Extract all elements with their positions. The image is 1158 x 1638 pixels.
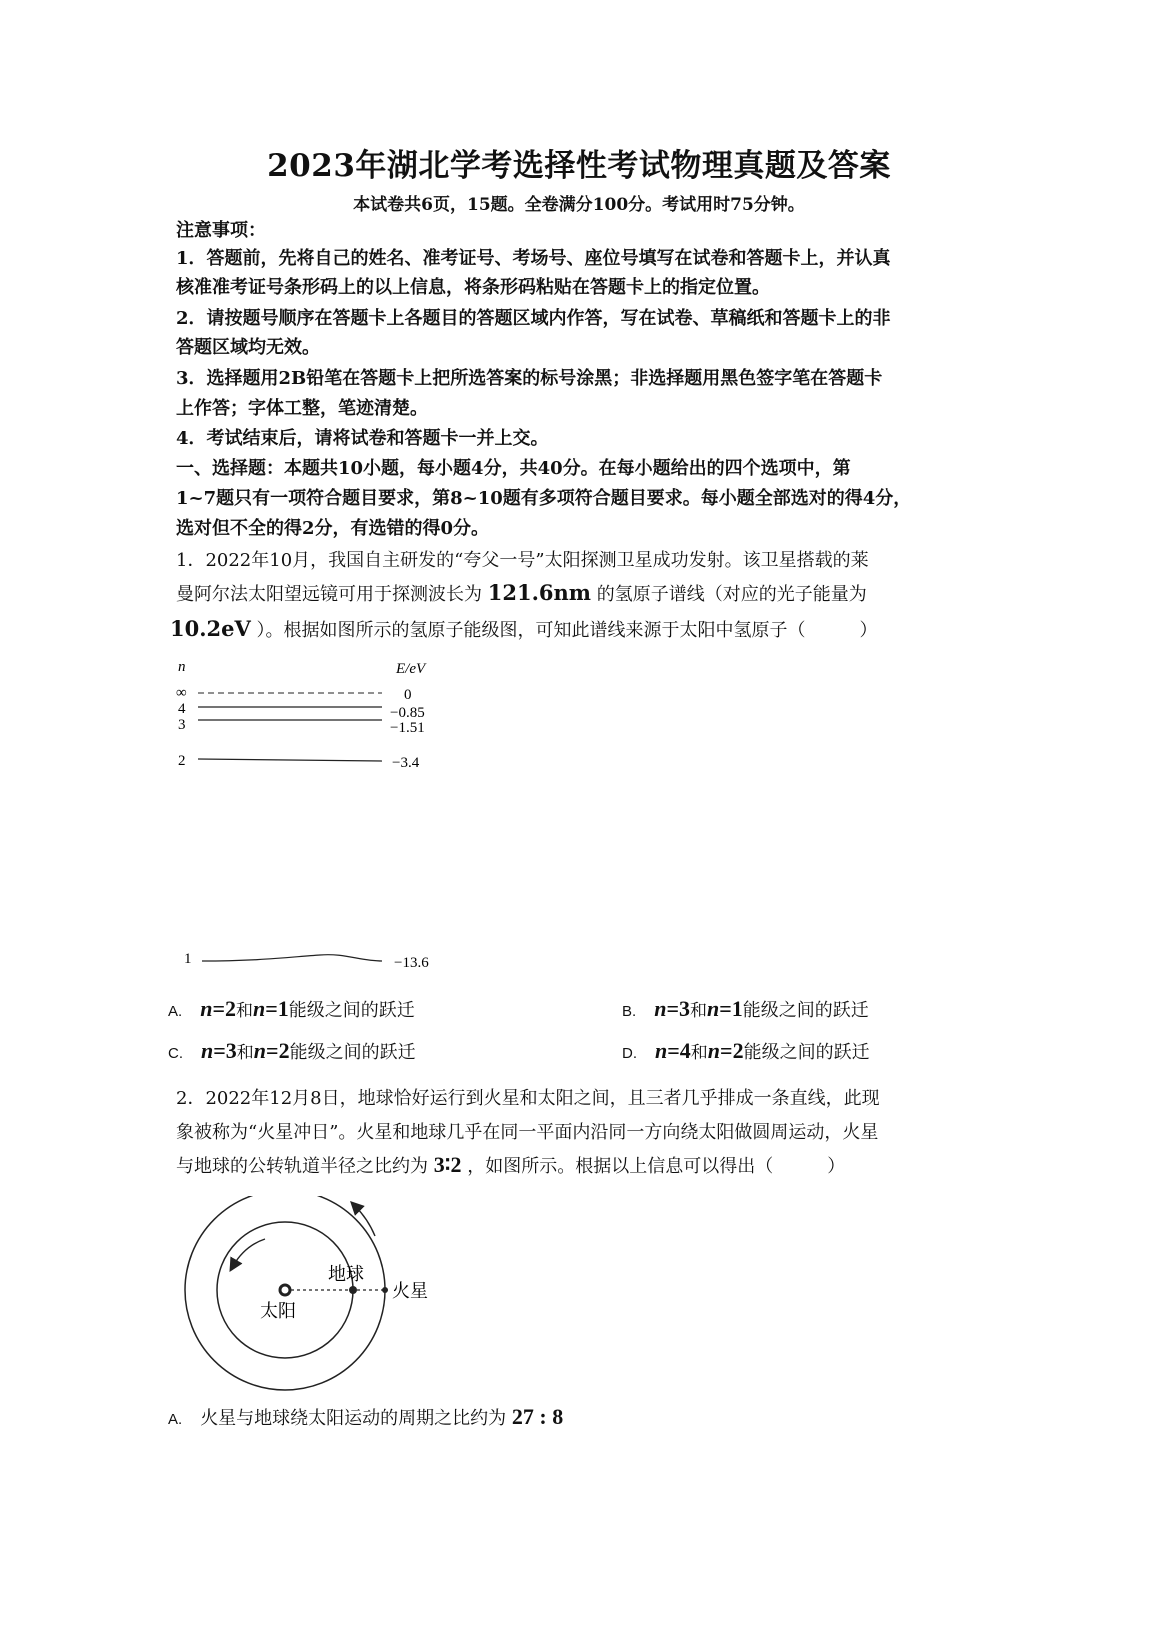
- option-and: 和: [236, 1043, 254, 1063]
- option-var: n: [200, 996, 213, 1021]
- level-n-label: 1: [184, 951, 192, 967]
- option-text: 能级之间的跃迁: [743, 1042, 870, 1063]
- sun: [280, 1285, 290, 1295]
- level-e-label: −0.85: [390, 705, 425, 721]
- notice-line: 4．考试结束后，请将试卷和答题卡一并上交。: [176, 428, 549, 449]
- notice-line: 上作答；字体工整，笔迹清楚。: [176, 398, 428, 419]
- option-text: 能级之间的跃迁: [742, 1000, 869, 1021]
- q2-option-a[interactable]: [168, 1404, 563, 1430]
- n-axis-label: n: [178, 659, 186, 675]
- option-var: n: [253, 1038, 267, 1063]
- mars-label: 火星: [392, 1281, 428, 1301]
- q1-line1: 1．2022年10月，我国自主研发的“夸父一号”太阳探测卫星成功发射。该卫星搭载的莱: [176, 550, 869, 571]
- e-axis-label: E/eV: [396, 661, 426, 677]
- option-value: 3: [678, 996, 690, 1021]
- option-value: 1: [731, 996, 743, 1021]
- q2-line3-post: ，如图所示。根据以上信息可以得出（ ）: [467, 1156, 846, 1177]
- section-line: 选对但不全的得2分，有选错的得0分。: [176, 518, 490, 539]
- level-line-1: [202, 955, 382, 961]
- q1-energy: 10.2eV: [170, 616, 251, 641]
- q1-wavelength: 121.6nm: [487, 580, 591, 605]
- mars: [382, 1287, 388, 1293]
- option-letter: B.: [622, 1003, 637, 1020]
- level-n-label: 2: [178, 753, 186, 769]
- option-eq: =: [720, 1038, 733, 1063]
- option-letter: C.: [168, 1045, 183, 1062]
- level-e-label: −13.6: [394, 955, 429, 971]
- section-line: 一、选择题：本题共10小题，每小题4分，共40分。在每小题给出的四个选项中，第: [176, 458, 851, 479]
- option-and: 和: [690, 1043, 708, 1063]
- option-letter: D.: [622, 1045, 637, 1062]
- page-title: 2023年湖北学考选择性考试物理真题及答案: [267, 148, 891, 184]
- option-eq: =: [265, 996, 278, 1021]
- option-var: n: [654, 996, 667, 1021]
- option-eq: =: [213, 1038, 226, 1063]
- page-subtitle: 本试卷共6页，15题。全卷满分100分。考试用时75分钟。: [353, 195, 805, 215]
- option-and: 和: [235, 1001, 253, 1021]
- q2-line3: [176, 1152, 845, 1178]
- q2-ratio: 3∶2: [433, 1152, 462, 1177]
- option-var: n: [707, 1038, 721, 1063]
- q1-line2: [176, 580, 867, 606]
- option-text: 能级之间的跃迁: [289, 1042, 416, 1063]
- q1-line2-pre: 曼阿尔法太阳望远镜可用于探测波长为: [176, 584, 482, 605]
- earth: [349, 1286, 357, 1294]
- option-value: 2: [278, 1038, 290, 1063]
- notice-line: 1．答题前，先将自己的姓名、准考证号、考场号、座位号填写在试卷和答题卡上，并认真: [176, 248, 891, 269]
- q1-line3-post: ）。根据如图所示的氢原子能级图，可知此谱线来源于太阳中氢原子（ ）: [256, 620, 878, 641]
- q2-line1: 2．2022年12月8日，地球恰好运行到火星和太阳之间，且三者几乎排成一条直线，此现: [176, 1088, 880, 1109]
- option-value: 3: [225, 1038, 237, 1063]
- q1-line2-post: 的氢原子谱线（对应的光子能量为: [596, 584, 867, 605]
- option-eq: =: [667, 1038, 680, 1063]
- option-var: n: [252, 996, 266, 1021]
- notice-line: 2．请按题号顺序在答题卡上各题目的答题区域内作答，写在试卷、草稿纸和答题卡上的非: [176, 308, 891, 329]
- orbit-diagram: [170, 1196, 440, 1396]
- q1-option-a[interactable]: [168, 996, 415, 1022]
- option-text: 能级之间的跃迁: [288, 1000, 415, 1021]
- q1-option-d[interactable]: [622, 1038, 870, 1064]
- option-and: 和: [689, 1001, 707, 1021]
- option-value: 4: [679, 1038, 691, 1063]
- option-eq: =: [666, 996, 679, 1021]
- option-value: 2: [224, 996, 236, 1021]
- earth-direction-arrow: [233, 1239, 265, 1266]
- level-n-label: ∞: [176, 685, 187, 701]
- q1-option-c[interactable]: [168, 1038, 416, 1064]
- section-line: 1~7题只有一项符合题目要求，第8~10题有多项符合题目要求。每小题全部选对的得4分，: [176, 488, 912, 509]
- option-var: n: [201, 1038, 214, 1063]
- option-var: n: [706, 996, 720, 1021]
- level-line-2: [198, 759, 382, 761]
- q1-line3: [170, 616, 878, 642]
- option-text: 火星与地球绕太阳运动的周期之比约为: [200, 1408, 507, 1429]
- level-n-label: 4: [178, 701, 186, 717]
- notice-line: 答题区域均无效。: [176, 337, 320, 358]
- level-n-label: 3: [178, 717, 186, 733]
- option-value: 27 : 8: [511, 1404, 564, 1429]
- q1-option-b[interactable]: [622, 996, 869, 1022]
- option-eq: =: [719, 996, 732, 1021]
- level-e-label: 0: [404, 687, 412, 703]
- notice-heading: 注意事项：: [176, 220, 266, 241]
- q2-line3-pre: 与地球的公转轨道半径之比约为: [176, 1156, 428, 1177]
- notice-line: 3．选择题用2B铅笔在答题卡上把所选答案的标号涂黑；非选择题用黑色签字笔在答题卡: [176, 368, 883, 389]
- energy-level-diagram: [170, 655, 470, 975]
- notice-line: 核准准考证号条形码上的以上信息，将条形码粘贴在答题卡上的指定位置。: [176, 277, 770, 298]
- earth-label: 地球: [328, 1264, 364, 1284]
- option-letter: A.: [168, 1411, 183, 1428]
- option-letter: A.: [168, 1003, 183, 1020]
- option-eq: =: [212, 996, 225, 1021]
- option-value: 1: [277, 996, 289, 1021]
- option-eq: =: [266, 1038, 279, 1063]
- level-e-label: −1.51: [390, 720, 425, 736]
- sun-label: 太阳: [260, 1301, 296, 1321]
- option-value: 2: [732, 1038, 744, 1063]
- q2-line2: 象被称为“火星冲日”。火星和地球几乎在同一平面内沿同一方向绕太阳做圆周运动，火星: [176, 1122, 879, 1143]
- option-var: n: [655, 1038, 668, 1063]
- level-e-label: −3.4: [392, 755, 420, 771]
